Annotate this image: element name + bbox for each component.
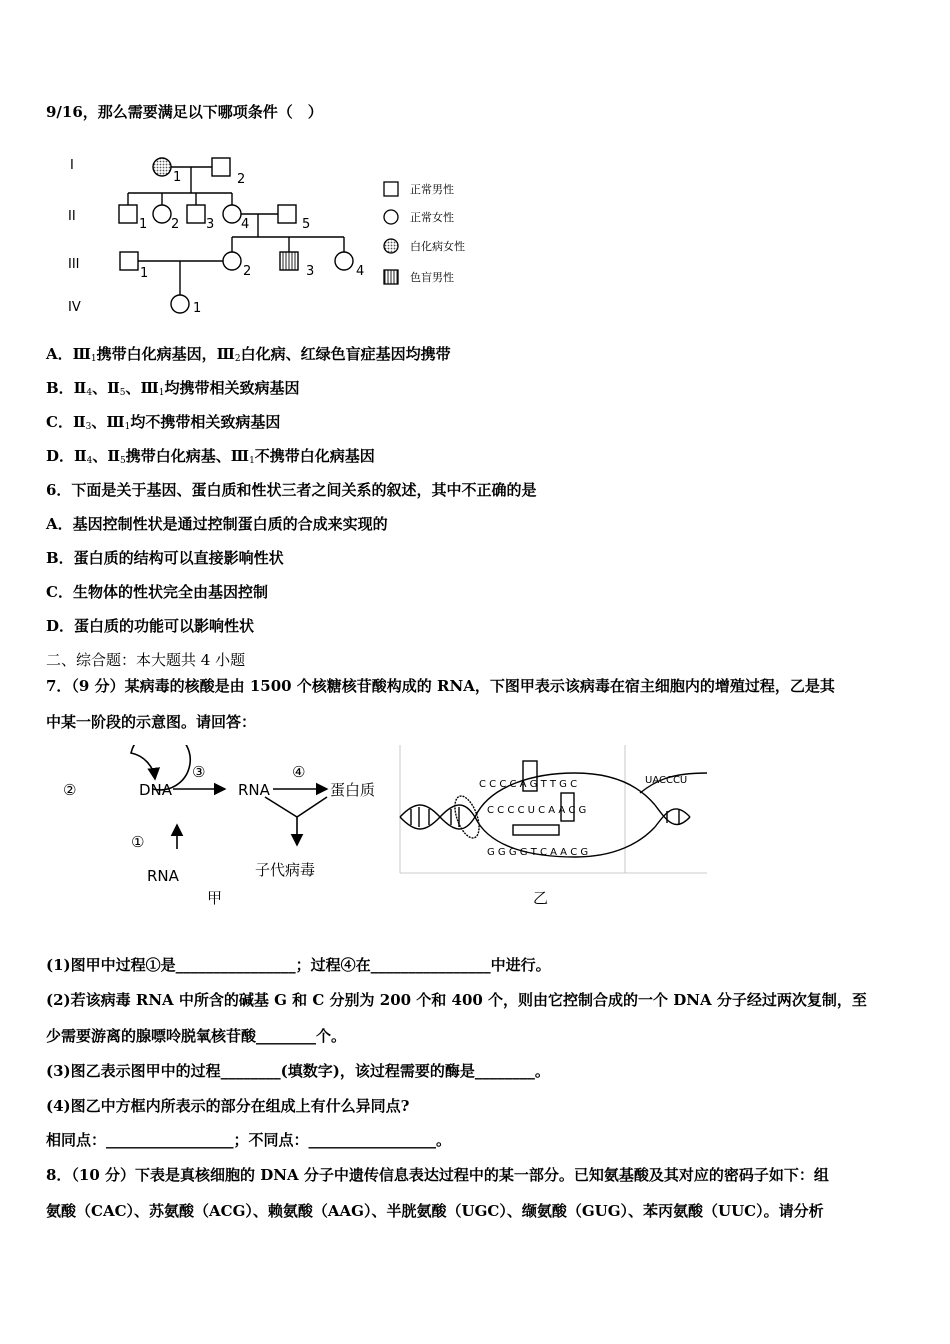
q8-stem-line1: 8．（10 分）下表是真核细胞的 DNA 分子中遗传信息表达过程中的某一部分。已知氨基酸及其对应的密码子如下：组 xyxy=(46,1166,829,1184)
section-title: 二、综合题：本大题共 4 小题 xyxy=(46,651,246,669)
jia-label-3: ③ xyxy=(192,763,206,781)
q7-sub3: (3)图乙表示图甲中的过程________(填数字)，该过程需要的酶是________。 xyxy=(46,1062,550,1080)
intro-line: 9/16，那么需要满足以下哪项条件（ ） xyxy=(46,103,323,121)
q7-sub2-line2: 少需要游离的腺嘌呤脱氧核苷酸________个。 xyxy=(46,1027,347,1045)
normal-male-I2 xyxy=(212,158,230,176)
normal-female-II4 xyxy=(223,205,241,223)
normal-male-II5 xyxy=(278,205,296,223)
q8-stem-line2: 氨酸（CAC）、苏氨酸（ACG）、赖氨酸（AAG）、半胱氨酸（UGC）、缬氨酸（GUG）、苯丙氨酸（UUC）。请分析 xyxy=(46,1202,824,1220)
q6-stem: 6．下面是关于基因、蛋白质和性状三者之间关系的叙述，其中不正确的是 xyxy=(46,481,537,499)
q7-sub4: (4)图乙中方框内所表示的部分在组成上有什么异同点? xyxy=(46,1097,410,1115)
legend-normal-male-icon xyxy=(384,182,398,196)
legend-normal-male-label: 正常男性 xyxy=(410,183,454,196)
q5-option-c: C．$Ⅱ_3$、$Ⅲ_1$均不携带相关致病基因 xyxy=(46,413,281,432)
normal-male-II1 xyxy=(119,205,137,223)
legend-colorblind-male-label: 色盲男性 xyxy=(410,271,454,284)
q7-sub2-line1: (2)若该病毒 RNA 中所含的碱基 G 和 C 分别为 200 个和 400 个，则由它控制合成的一个 DNA 分子经过两次复制，至 xyxy=(46,991,867,1009)
num-III4: 4 xyxy=(356,264,365,279)
q7-sub1: (1)图甲中过程①是________________；过程④在________________中进行。 xyxy=(46,956,551,974)
gen-label-3: III xyxy=(68,257,80,272)
num-II4: 4 xyxy=(241,217,250,232)
legend-albino-female-icon xyxy=(384,239,398,253)
yi-caption: 乙 xyxy=(533,889,549,907)
q7-sub4-answer: 相同点：_________________；不同点：_________________。 xyxy=(46,1131,452,1149)
num-III1: 1 xyxy=(140,266,149,281)
yi-mid-strand: C C C C U C A A C G xyxy=(487,805,587,816)
q5-option-a: A．$Ⅲ_1$携带白化病基因，$Ⅲ_2$白化病、红绿色盲症基因均携带 xyxy=(46,345,451,364)
normal-female-II2 xyxy=(153,205,171,223)
albino-female-I1 xyxy=(153,158,171,176)
num-II2: 2 xyxy=(171,217,180,232)
num-I2: 2 xyxy=(237,172,246,187)
q6-option-b: B．蛋白质的结构可以直接影响性状 xyxy=(46,549,284,567)
jia-label-1: ① xyxy=(131,833,145,851)
jia-label-2: ② xyxy=(63,781,77,799)
gen-label-4: IV xyxy=(68,300,81,315)
jia-label-offspring-virus: 子代病毒 xyxy=(255,861,316,879)
normal-female-III2 xyxy=(223,252,241,270)
jia-label-protein: 蛋白质 xyxy=(330,781,376,799)
num-IV1: 1 xyxy=(193,301,202,316)
yi-rna-tail: UACCCU xyxy=(645,775,688,786)
jia-caption: 甲 xyxy=(207,889,223,907)
num-II5: 5 xyxy=(302,217,311,232)
legend-normal-female-label: 正常女性 xyxy=(410,211,454,224)
normal-female-III4 xyxy=(335,252,353,270)
legend-colorblind-male-icon xyxy=(384,270,398,284)
gen-label-1: I xyxy=(70,158,74,173)
jia-label-dna: DNA xyxy=(139,781,173,799)
gen-label-2: II xyxy=(68,209,76,224)
q7-stem-line1: 7．（9 分）某病毒的核酸是由 1500 个核糖核苷酸构成的 RNA，下图甲表示该病毒在宿主细胞内的增殖过程，乙是其 xyxy=(46,677,835,695)
num-II1: 1 xyxy=(139,217,148,232)
q6-option-d: D．蛋白质的功能可以影响性状 xyxy=(46,617,255,635)
normal-male-II3 xyxy=(187,205,205,223)
yi-bar xyxy=(513,825,559,835)
figure-jia xyxy=(55,745,405,915)
num-III3: 3 xyxy=(306,264,315,279)
legend-albino-female-label: 白化病女性 xyxy=(410,240,465,253)
legend-normal-female-icon xyxy=(384,210,398,224)
colorblind-male-III3 xyxy=(280,252,298,270)
normal-male-III1 xyxy=(120,252,138,270)
pedigree-chart xyxy=(60,145,490,325)
jia-label-rna: RNA xyxy=(238,781,270,799)
q5-option-d: D．$Ⅱ_4$、$Ⅱ_5$携带白化病基、$Ⅲ_1$不携带白化病基因 xyxy=(46,447,375,466)
num-III2: 2 xyxy=(243,264,252,279)
figure-yi xyxy=(395,745,715,915)
num-I1: 1 xyxy=(173,170,182,185)
jia-label-rna-bottom: RNA xyxy=(147,867,179,885)
q6-option-c: C．生物体的性状完全由基因控制 xyxy=(46,583,268,601)
q7-stem-line2: 中某一阶段的示意图。请回答： xyxy=(46,713,257,731)
yi-top-strand: C C C C A G T T G C xyxy=(479,779,578,790)
num-II3: 3 xyxy=(206,217,215,232)
jia-label-4: ④ xyxy=(292,763,306,781)
q5-option-b: B．$Ⅱ_4$、$Ⅱ_5$、$Ⅲ_1$均携带相关致病基因 xyxy=(46,379,300,398)
q6-option-a: A．基因控制性状是通过控制蛋白质的合成来实现的 xyxy=(46,515,388,533)
normal-female-IV1 xyxy=(171,295,189,313)
yi-bottom-strand: G G G G T C A A C G xyxy=(487,847,589,858)
